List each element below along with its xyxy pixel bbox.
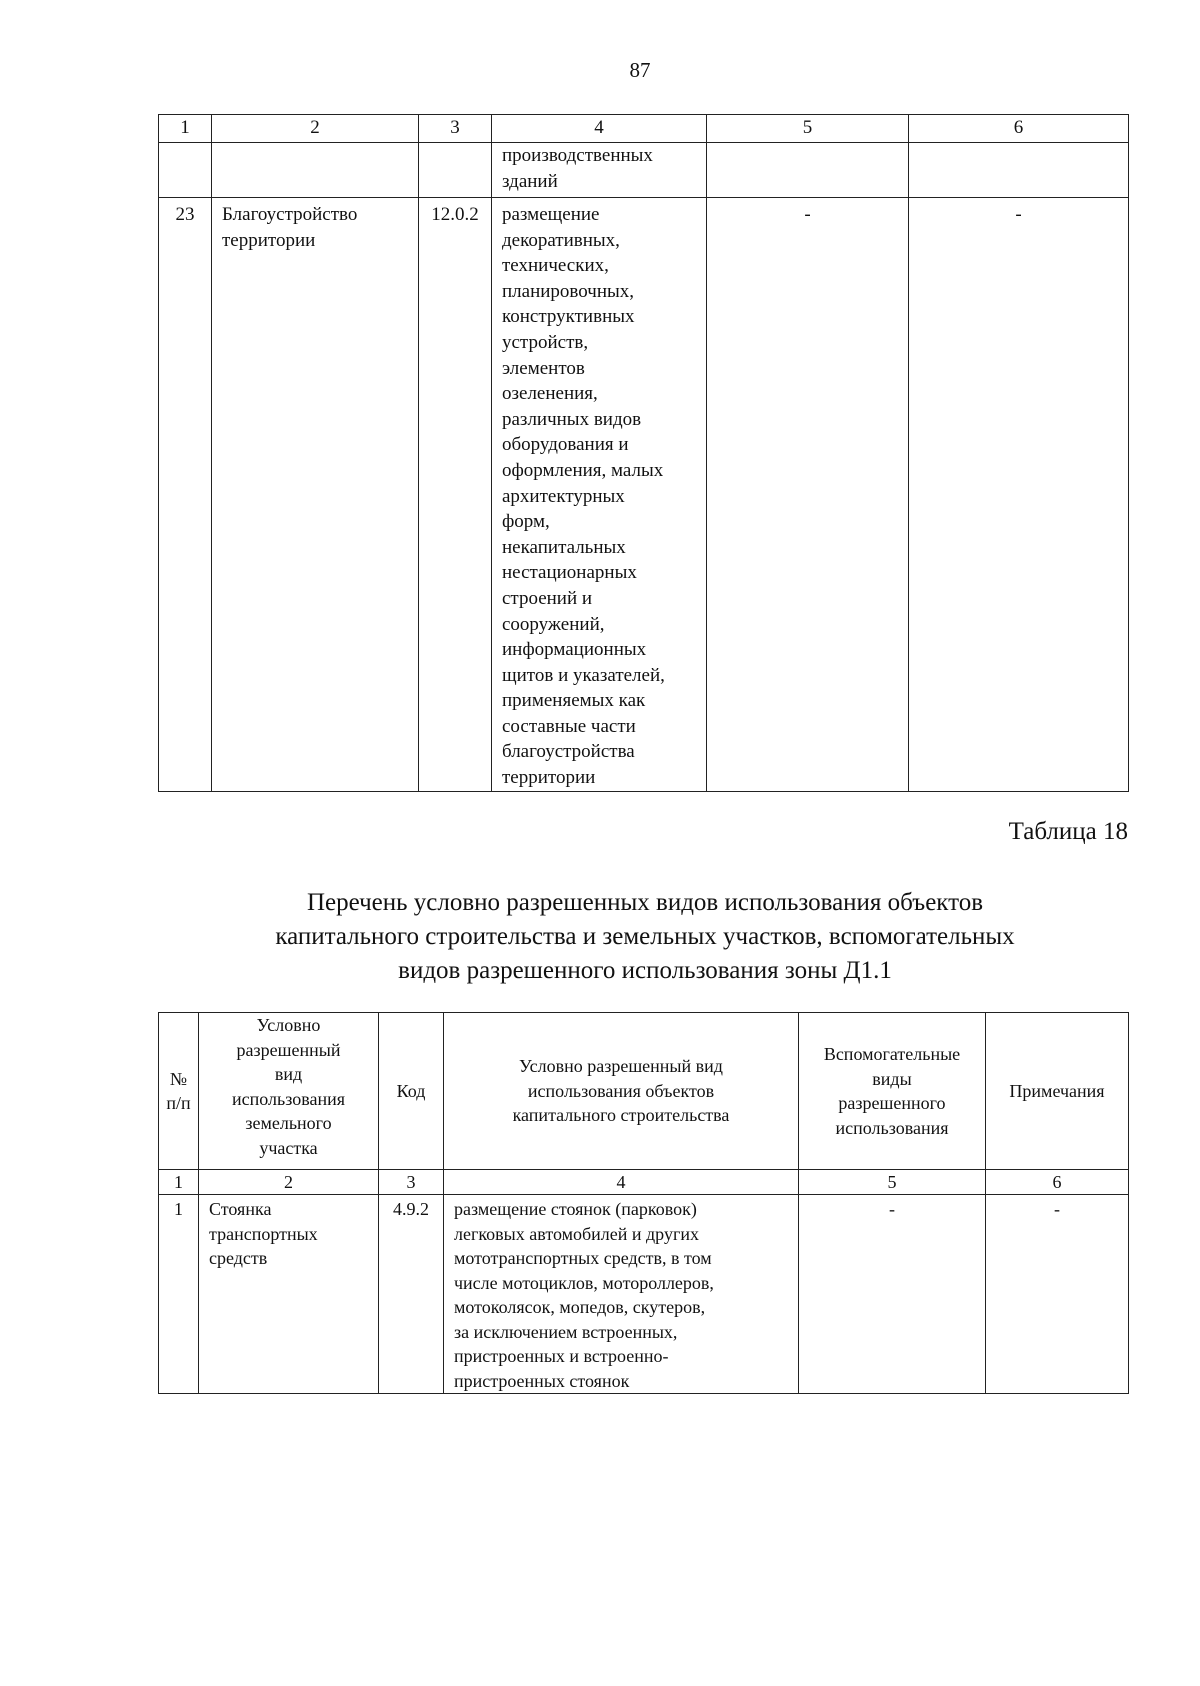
column-header: Примечания — [986, 1013, 1129, 1170]
description-cell: размещение декоративных, технических, планировочных, конструктивных устройств, элементов озеленения, различных видов оборудования и оформления, малых архитектурных форм, некапитальных нестационарных строений и сооружений, информационных щитов и указателей, применяемых как составные части благоустройства территории — [492, 198, 707, 792]
auxiliary-cell: - — [707, 198, 909, 792]
row-number: 23 — [159, 198, 212, 792]
table-header-numbers — [159, 115, 1129, 143]
auxiliary-cell: - — [799, 1195, 986, 1394]
page-number: 87 — [629, 58, 651, 82]
description-cell: производственных зданий — [492, 143, 707, 198]
header-cell: 6 — [986, 1170, 1129, 1195]
table-label: Таблица 18 — [1008, 818, 1128, 845]
land-use-name: Благоустройство территории — [212, 198, 419, 792]
row-number — [159, 143, 212, 198]
table-header — [159, 1013, 1129, 1170]
header-cell: 4 — [444, 1170, 799, 1195]
column-header: № п/п — [159, 1013, 199, 1170]
notes-cell: - — [909, 198, 1129, 792]
header-cell: 3 — [379, 1170, 444, 1195]
table-row — [159, 143, 1129, 198]
header-cell: 1 — [159, 1170, 199, 1195]
auxiliary-cell — [707, 143, 909, 198]
column-header: Условно разрешенный вид использования земельного участка — [199, 1013, 379, 1170]
zone-table — [158, 1012, 1129, 1394]
notes-cell — [909, 143, 1129, 198]
notes-cell: - — [986, 1195, 1129, 1394]
table-row — [159, 1195, 1129, 1394]
header-cell: 2 — [199, 1170, 379, 1195]
code-cell — [419, 143, 492, 198]
table-row — [159, 198, 1129, 792]
row-number: 1 — [159, 1195, 199, 1394]
table-header-numbers — [159, 1170, 1129, 1195]
header-cell: 1 — [159, 115, 212, 143]
description-cell: размещение стоянок (парковок) легковых автомобилей и других мототранспортных средств, в том числе мотоциклов, мотороллеров, мотоколясок, мопедов, скутеров, за исключением встроенных, пристроенных и встроенно- пристроенных стоянок — [444, 1195, 799, 1394]
column-header: Код — [379, 1013, 444, 1170]
header-cell: 6 — [909, 115, 1129, 143]
header-cell: 2 — [212, 115, 419, 143]
code-cell: 4.9.2 — [379, 1195, 444, 1394]
header-cell: 5 — [799, 1170, 986, 1195]
land-use-name: Стоянка транспортных средств — [199, 1195, 379, 1394]
header-cell: 5 — [707, 115, 909, 143]
code-cell: 12.0.2 — [419, 198, 492, 792]
continued-table — [158, 114, 1129, 792]
table-caption: Перечень условно разрешенных видов использования объектов капитального строительства и земельных участков, вспомогательных видов разрешенного использования зоны Д1.1 — [275, 889, 1015, 984]
land-use-name — [212, 143, 419, 198]
header-cell: 4 — [492, 115, 707, 143]
column-header: Условно разрешенный вид использования объектов капитального строительства — [444, 1013, 799, 1170]
header-cell: 3 — [419, 115, 492, 143]
column-header: Вспомогательные виды разрешенного использования — [799, 1013, 986, 1170]
